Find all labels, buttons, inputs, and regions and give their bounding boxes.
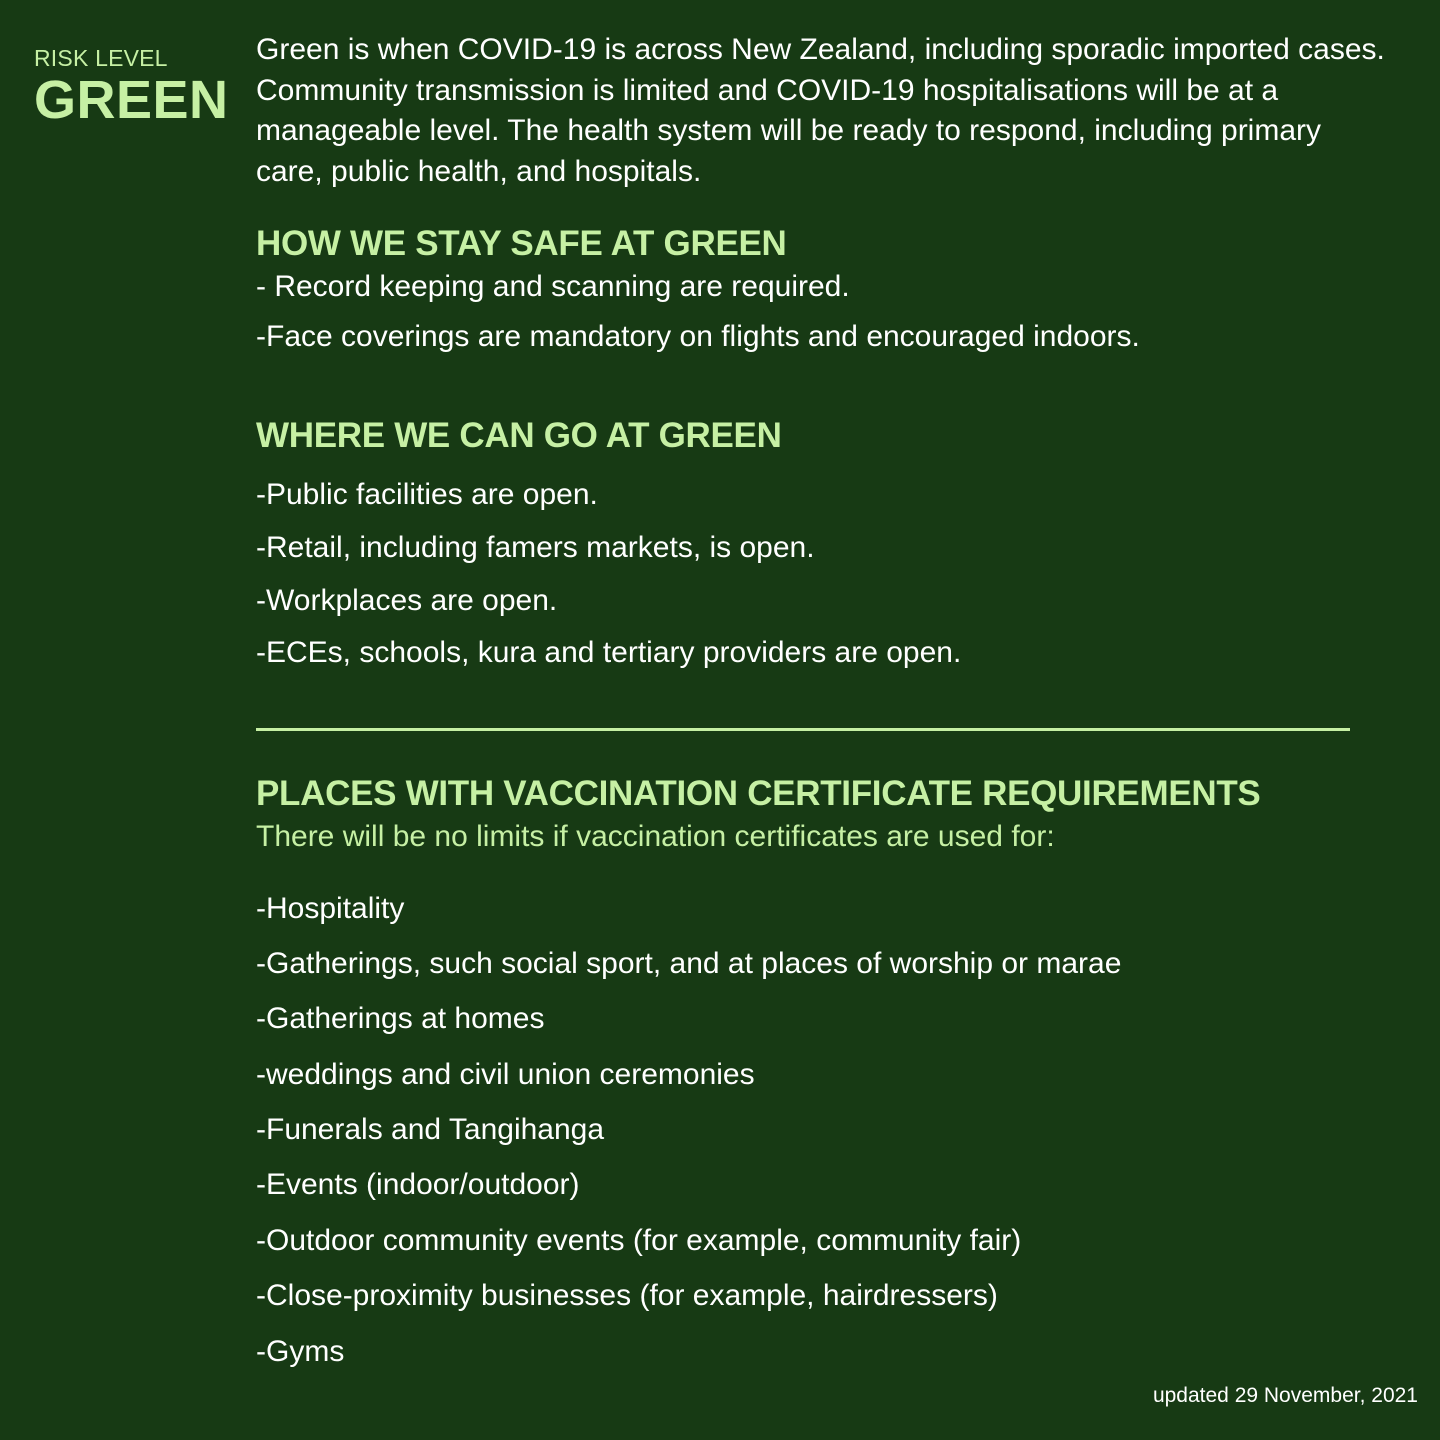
intro-paragraph: Green is when COVID-19 is across New Zealand, including sporadic imported cases. Community transmission is limited and COVID-19 hospitalisations will be at a manageable level. The health system will be ready to respond, including primary care, public health, and hospitals. [256,33,1385,188]
where-go-item: -Workplaces are open. [256,584,558,617]
where-go-item: -Public facilities are open. [256,478,598,511]
where-go-heading: WHERE WE CAN GO AT GREEN [256,416,782,455]
stay-safe-item: - Record keeping and scanning are required. [256,270,850,303]
section-divider [256,728,1350,731]
vaccination-item: -Gatherings at homes [256,1002,545,1035]
where-go-item: -Retail, including famers markets, is open. [256,531,815,564]
vaccination-item: -Hospitality [256,892,405,925]
risk-level-value: GREEN [34,70,229,130]
where-go-item: -ECEs, schools, kura and tertiary providers are open. [256,636,962,669]
vaccination-item: -Gyms [256,1335,345,1368]
stay-safe-heading: HOW WE STAY SAFE AT GREEN [256,224,787,263]
updated-date: updated 29 November, 2021 [1152,1384,1418,1407]
vaccination-item: -Funerals and Tangihanga [256,1113,605,1146]
main-content [256,30,1386,1368]
stay-safe-item: -Face coverings are mandatory on flights and encouraged indoors. [256,320,1140,353]
vaccination-item: -Outdoor community events (for example, community fair) [256,1224,1022,1257]
vaccination-item: -Gatherings, such social sport, and at places of worship or marae [256,947,1122,980]
vaccination-subheading: There will be no limits if vaccination certificates are used for: [256,820,1055,853]
vaccination-item: -weddings and civil union ceremonies [256,1058,755,1091]
risk-level-label: RISK LEVEL [34,45,168,71]
vaccination-item: -Events (indoor/outdoor) [256,1168,580,1201]
vaccination-item: -Close-proximity businesses (for example, hairdressers) [256,1279,998,1312]
risk-level-badge [34,44,229,128]
vaccination-heading: PLACES WITH VACCINATION CERTIFICATE REQUIREMENTS [256,774,1261,813]
